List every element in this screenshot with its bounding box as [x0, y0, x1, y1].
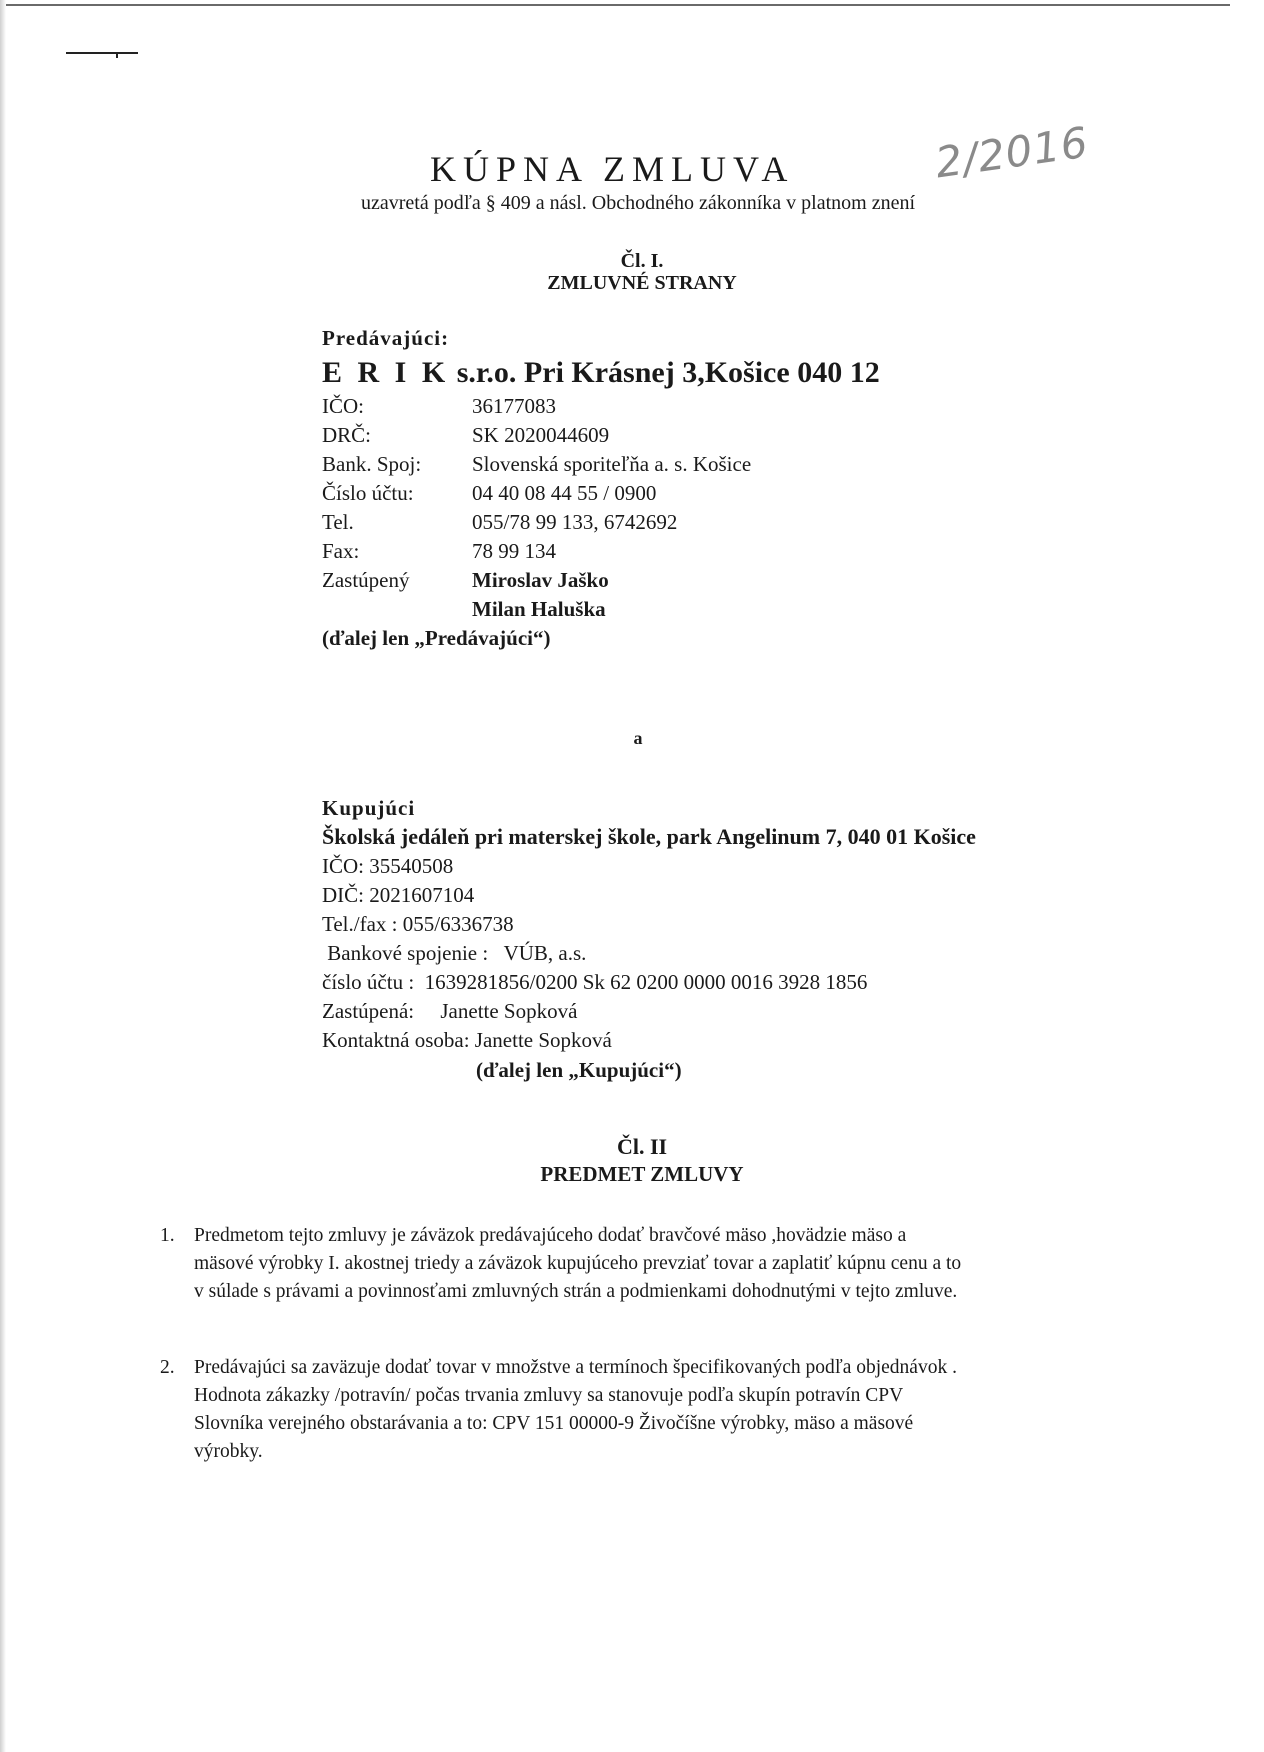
article-1-heading: ZMLUVNÉ STRANY [547, 272, 737, 294]
seller-row-label: Tel. [322, 510, 354, 534]
seller-name [322, 356, 880, 390]
seller-row-value: Miroslav Jaško [472, 568, 609, 592]
seller-row-value: 055/78 99 133, 6742692 [472, 510, 678, 534]
corner-mark [66, 52, 138, 54]
seller-row-value: 04 40 08 44 55 / 0900 [472, 481, 657, 505]
document-title: KÚPNA ZMLUVA [430, 149, 795, 189]
seller-row-value: 78 99 134 [472, 539, 556, 563]
seller-row-label: Číslo účtu: [322, 481, 414, 505]
seller-row-fax [322, 539, 556, 564]
seller-label: Predávajúci: [322, 326, 450, 350]
buyer-alias: (ďalej len „Kupujúci“) [476, 1058, 682, 1082]
buyer-row-representative: Zastúpená: Janette Sopková [322, 999, 578, 1023]
buyer-row-telfax: Tel./fax : 055/6336738 [322, 912, 514, 936]
seller-name-initials: E R I K [322, 356, 450, 389]
buyer-label: Kupujúci [322, 796, 416, 820]
seller-row-tel [322, 510, 677, 535]
paragraph-number: 1. [160, 1225, 175, 1246]
paragraph-number: 2. [160, 1357, 175, 1378]
seller-row-label: DRČ: [322, 423, 372, 447]
and-word: a [633, 728, 643, 748]
paragraph-line: Predmetom tejto zmluvy je záväzok predávajúceho dodať bravčové mäso ,hovädzie mäso a [194, 1225, 907, 1246]
seller-alias: (ďalej len „Predávajúci“) [322, 626, 551, 650]
seller-row-representative [322, 568, 609, 593]
paragraph-2 [160, 1354, 1120, 1466]
seller-row-ico [322, 394, 556, 419]
buyer-row-bank: Bankové spojenie : VÚB, a.s. [322, 941, 587, 965]
buyer-row-account: číslo účtu : 1639281856/0200 Sk 62 0200 0000 0016 3928 1856 [322, 970, 868, 994]
seller-row-label: Fax: [322, 539, 360, 563]
seller-row-representative-2 [322, 597, 606, 622]
paragraph-line: Predávajúci sa zaväzuje dodať tovar v množstve a termínoch špecifikovaných podľa objednávok . [194, 1357, 957, 1378]
seller-row-value: Slovenská sporiteľňa a. s. Košice [472, 452, 752, 476]
seller-row-drc [322, 423, 609, 448]
paragraph-line: v súlade s právami a povinnosťami zmluvných strán a podmienkami dohodnutými v tejto zmluve. [194, 1281, 958, 1302]
buyer-row-dic: DIČ: 2021607104 [322, 883, 475, 907]
seller-name-rest: s.r.o. Pri Krásnej 3,Košice 040 12 [456, 356, 880, 389]
buyer-name: Školská jedáleň pri materskej škole, park Angelinum 7, 040 01 Košice [322, 824, 976, 849]
article-2-heading: PREDMET ZMLUVY [540, 1162, 744, 1186]
seller-row-value: Milan Haluška [472, 597, 606, 621]
buyer-row-contact: Kontaktná osoba: Janette Sopková [322, 1028, 612, 1052]
seller-row-bank [322, 452, 751, 477]
seller-row-label: Bank. Spoj: [322, 452, 422, 476]
article-1-number: Čl. I. [620, 250, 664, 272]
paragraph-line: mäsové výrobky I. akostnej triedy a záväzok kupujúceho prevziať tovar a zaplatiť kúpnu cenu a to [194, 1253, 962, 1274]
scan-edge-top [0, 4, 1230, 6]
handwritten-note: 2/2016 [932, 117, 1092, 188]
seller-row-value: SK 2020044609 [472, 423, 610, 447]
article-2-number: Čl. II [616, 1134, 668, 1159]
seller-row-label: IČO: [322, 394, 364, 418]
paragraph-line: Hodnota zákazky /potravín/ počas trvania zmluvy sa stanovuje podľa skupín potravín CPV [194, 1385, 904, 1406]
seller-row-label: Zastúpený [322, 568, 410, 592]
buyer-row-ico: IČO: 35540508 [322, 854, 454, 878]
paragraph-line: výrobky. [194, 1441, 263, 1462]
paragraph-line: Slovníka verejného obstarávania a to: CPV 151 00000-9 Živočíšne výrobky, mäso a mäsové [194, 1413, 914, 1434]
paragraph-1 [160, 1222, 1120, 1306]
document-subtitle: uzavretá podľa § 409 a násl. Obchodného zákonníka v platnom znení [360, 192, 916, 214]
seller-row-account [322, 481, 656, 506]
seller-row-value: 36177083 [472, 394, 556, 418]
